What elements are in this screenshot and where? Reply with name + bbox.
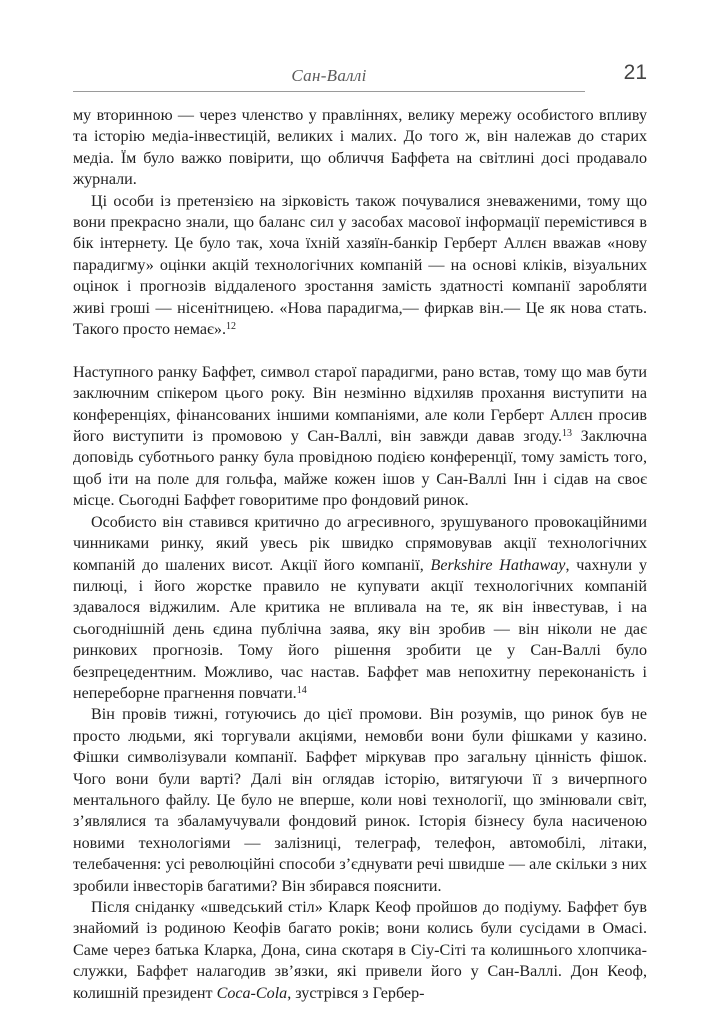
text-run: Після сніданку «шведський стіл» Кларк Кеоф пройшов до подіуму. Баффет був знайомий із родиною Кеофів багато років; вони колись були сусідами в Омасі. Саме через батька Кларка, Дона, сина скотаря в Сіу-Сіті та колишнього хлопчика-служки, Баффет налагодив зв’язки, які привели його у Сан-Валлі. Дон Кеоф, колишній президент — [73, 899, 647, 1002]
paragraph — [73, 105, 647, 191]
header-rule — [73, 91, 585, 92]
text-run: , чахнули у пилюці, і його жорстке правило не купувати акції технологічних компаній здавалося віджилим. Але критика не впливала на те, як він інвестував, і на сьогоднішній день єдина публічна заява, яку він зробив — він ніколи не дає ринкових прогнозів. Тому його рішення зробити це у Сан-Валлі було безпрецедентним. Можливо, час настав. Баффет мав непохитну переконаність і непереборне прагнення повчати. — [73, 556, 647, 702]
text-run: Наступного ранку Баффет, символ старої парадигми, рано встав, тому що мав бути заключним спікером цього року. Він незмінно відхиляв прохання виступити на конференціях, фінансованих іншими компаніями, але коли Герберт Аллєн просив його виступити із промовою у Сан-Валлі, він завжди давав згоду. — [73, 363, 647, 446]
text-run: Ці особи із претензією на зірковість також почувалися зневаженими, тому що вони прекрасно знали, що баланс сил у засобах масової інформації перемістився в бік інтернету. Це було так, хоча їхній хазяїн-банкір Герберт Аллєн вважав «нову парадигму» оцінки акцій технологічних компаній — на основі кліків, візуальних оцінок і прогнозів віддаленого зростання замість здатності компанії заробляти живі гроші — нісенітницею. «Нова парадигма,— фиркав він.— Це як нова стать. Такого просто немає». — [73, 192, 647, 339]
text-run: Заключна доповідь суботнього ранку була провідною подією конференції, тому замість того, щоб іти на поле для гольфа, майже кожен ішов у Сан-Валлі Інн і сідав на своє місце. Сьогодні Баффет говоритиме про фондовий ринок. — [73, 428, 647, 510]
footnote-ref: 14 — [296, 684, 307, 696]
body-text — [73, 105, 647, 1004]
paragraph — [73, 362, 647, 512]
text-run: Особисто він ставився критично до агресивного, зрушуваного провокаційними чинниками ринку, який увесь рік швидко спрямовував акції технологічних компаній до шалених висот. Акції його компанії, — [73, 513, 647, 574]
paragraph — [73, 704, 647, 897]
running-title: Сан-Валлі — [291, 66, 367, 85]
paragraph — [73, 897, 647, 1004]
italic-company-name: Coca-Cola — [216, 984, 288, 1002]
page-number: 21 — [623, 61, 647, 84]
running-head — [73, 63, 647, 93]
text-run: му вторинною — через членство у правліннях, велику мережу особистого впливу та історію медіа-інвестицій, великих і малих. До того ж, він належав до старих медіа. Їм було важко повірити, що обличчя Баффета на світлині досі продавало журнали. — [73, 107, 647, 189]
text-run: Він провів тижні, готуючись до цієї промови. Він розумів, що ринок був не просто людьми, які торгували акціями, немовби вони були фішками у казино. Фішки символізували компанії. Баффет міркував про загальну цінність фішок. Чого вони були варті? Далі він оглядав історію, витягуючи її з вичерпного ментального файлу. Це було не вперше, коли нові технології, що змінювали світ, з’являлися та збаламучували фондовий ринок. Історія бізнесу була насиченою новими технологіями — залізниці, телеграф, телефон, автомобілі, літаки, телебачення: усі революційні способи з’єднувати речі швидше — але скільки з них зробили інвесторів багатими? Він збирався пояснити. — [73, 706, 647, 895]
paragraph — [73, 191, 647, 341]
paragraph — [73, 512, 647, 705]
footnote-ref: 13 — [562, 428, 572, 440]
italic-company-name: Berkshire Hathaway — [430, 556, 566, 574]
footnote-ref: 12 — [225, 321, 236, 333]
text-run: , зустрівся з Гербер- — [287, 984, 425, 1002]
